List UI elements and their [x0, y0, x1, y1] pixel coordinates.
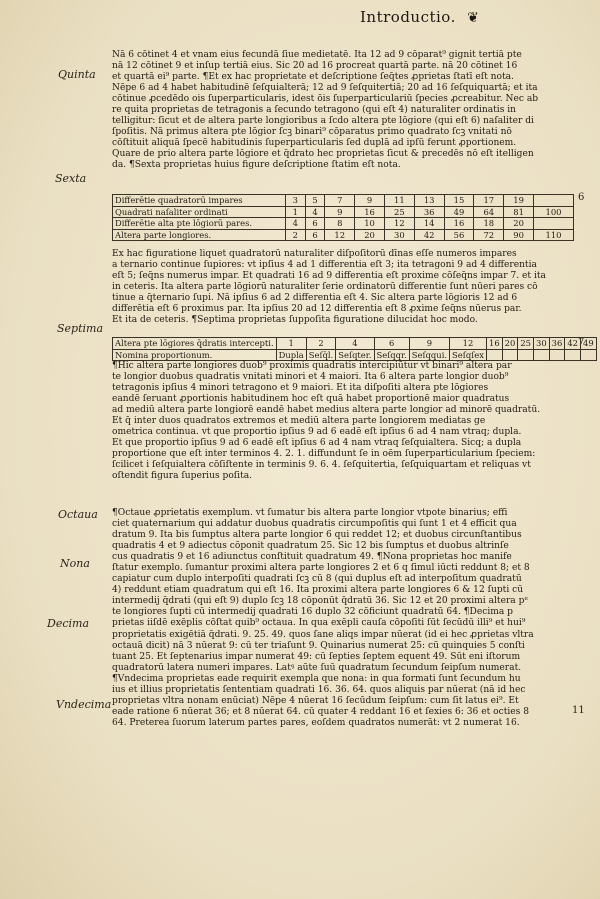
text-line: Nēpe 6 ad 4 habet habitudinē ſeſquialterā; 12 ad 9 ſeſquitertiā; 20 ad 16 ſeſquiquartā; et ita — [112, 83, 538, 94]
margin-label-decima: Decima — [47, 617, 89, 630]
table-cell: 9 — [409, 338, 449, 350]
text-line: octauā dicit) nā 3 nūerat 9: cū ter triaſunt 9. Q̄uinarius numerat 25: cū quinquies 5 conſti — [112, 640, 525, 651]
text-line: cōſtituit aliquā ſpecē habitudinis ſuperparticularis ſed duplā ad ipſū ferunt ꝓportionem. — [112, 138, 517, 149]
text-line: ¶Hic altera parte longiores duob⁹ proximis quadratis intercipiūtur vt binari⁹ altera par — [112, 361, 512, 371]
table-cell: 49 — [444, 206, 474, 218]
table-cell: 5 — [305, 195, 325, 207]
text-line: eandē ſeruant ꝓportionis habitudinem hoc eſt quā habet proportionē maior quadratus — [112, 394, 510, 405]
table-cell: 15 — [444, 195, 474, 207]
margin-label-octava: Octaua — [58, 508, 98, 521]
text-line: proportione que eſt inter terminos 4. 2. 1. diffundunt ſe in oēm ſuperparticularium ſpeciem: — [112, 449, 536, 460]
table-cell: 36 — [549, 338, 565, 350]
text-line: Et ita de ceteris. ¶Septima proprietas ſuppoſita figuratione dilucidat hoc modo. — [112, 315, 478, 326]
table-cell: 72 — [474, 229, 504, 241]
text-line: ometrica continua. vt que proportio ipſius 9 ad 6 eadē eſt ipſius 6 ad 4 nam vtraq; dupla. — [112, 427, 522, 438]
text-line: re quita proprietas de tetragonis a ſecundo tetragono (qui eſt 4) naturaliter ordinatis in — [112, 105, 517, 116]
table-row — [113, 195, 574, 207]
table-cell: 12 — [450, 338, 487, 350]
text-line: quadratis 4 et 9 adiectus cōponit quadratum 25. Sic 12 bis ſumptus et duobus altrinſe — [112, 541, 509, 552]
table-cell: Dupla — [276, 349, 306, 361]
row-label: Altera pte lōgiores q̄dratis intercepti. — [113, 338, 277, 350]
text-line: cōtinue ꝓcedēdo ois ſuperparticularis, idest ōis ſuperparticulariū ſpecies ꝓcreabitur. Nec ab — [112, 94, 539, 105]
text-line: ciet quaternarium qui addatur duobus quadratis circumpoſitis qui ſunt 1 et 4 efficit qua — [112, 519, 517, 530]
text-line: Et q̄ inter duos quadratos extremos et mediū altera parte longiorem mediatas ge — [112, 416, 486, 427]
table-row — [113, 218, 574, 230]
text-line: ad mediū altera parte longiorē eandē habet medius altera parte longior ad minorē quadratū. — [112, 405, 541, 416]
table-cell: 25 — [518, 338, 534, 350]
text-line: 64. Preterea ſuorum laterum partes pares, eoſdem quadratos numerāt: vt 2 numerat 16. — [112, 717, 520, 728]
table-cell: 9 — [355, 195, 385, 207]
table-cell: 42 — [414, 229, 444, 241]
paragraph-block-1 — [112, 50, 574, 172]
table-cell: 19 — [504, 195, 534, 207]
table-cell: 30 — [534, 338, 550, 350]
margin-label-undecima: Vndecima — [56, 698, 112, 711]
text-line: et quartā ei⁹ parte. ¶Et ex hac proprietate et deſcriptione ſeq̄tes ꝓprietas ſtatī eſt nota. — [112, 72, 514, 83]
table-cell: 30 — [384, 229, 414, 241]
table-cell-empty — [534, 349, 550, 361]
text-line: capiatur cum duplo interpoſiti quadrati ſcꝫ cū 8 (qui duplus eſt ad interpoſitum quadratū — [112, 574, 522, 585]
table-cell-empty — [534, 195, 574, 207]
number-table-2 — [112, 337, 597, 361]
table-row — [113, 338, 597, 350]
table-cell: 36 — [414, 206, 444, 218]
table-cell: 13 — [414, 195, 444, 207]
table-cell: 8 — [325, 218, 355, 230]
margin-label-sexta: Sexta — [55, 172, 87, 185]
row-label: Differētie quadratorū impares — [113, 195, 286, 207]
text-line: in ceteris. Ita altera parte lōgiorū naturaliter ſerie ordinatorū differentie ſunt nūeri pares cō — [112, 282, 538, 293]
text-line: eſt 5; ſeq̄ns numerus impar. Et quadrati 16 ad 9 differentia eſt proxime cōſeq̄ns impar 7. et ita — [112, 271, 546, 282]
table-cell: Seſqqui. — [409, 349, 449, 361]
text-line: Ex hac figuratione liquet quadratorū naturaliter diſpoſitorū dīnas eſſe numeros impares — [112, 249, 517, 259]
row-label: Nomina proportionum. — [113, 349, 277, 361]
table-cell: 81 — [504, 206, 534, 218]
table-cell: 18 — [474, 218, 504, 230]
table-cell: 4 — [336, 338, 374, 350]
text-line: oſtendit figura ſuperius poſita. — [112, 471, 253, 482]
table-cell: 11 — [384, 195, 414, 207]
table-cell-empty — [502, 349, 518, 361]
paragraph-block-2 — [112, 249, 574, 326]
text-line: a ternario continue ſupiores: vt ipſius 4 ad 1 differentia eſt 3; ita tetragoni 9 ad 4 differentia — [112, 260, 537, 271]
table-cell: Seſqſex — [450, 349, 487, 361]
table-cell: 1 — [286, 206, 306, 218]
table-cell: 10 — [355, 218, 385, 230]
table-cell: 2 — [306, 338, 336, 350]
text-line: ¶Octaue ꝓprietatis exemplum. vt ſumatur bis altera parte longior vtpote binarius; effi — [112, 508, 508, 518]
text-line: ſtatur exemplo. ſumantur proximi altera parte longiores 2 et 6 q ſimul iūcti reddunt 8; et 8 — [112, 563, 530, 574]
text-line: cus quadratis 9 et 16 adiunctus conſtituit quadratum 49. ¶Nona proprietas hoc manife — [112, 552, 512, 563]
table-cell: 64 — [474, 206, 504, 218]
text-line: intermedij q̄drati (qui eſt 9) duplo ſcꝫ 18 cōponūt q̄dratū 36. Sic 12 et 20 proximi altera pᵉ — [112, 596, 528, 607]
table-cell: 25 — [384, 206, 414, 218]
table-cell: 3 — [286, 195, 306, 207]
table-cell: 16 — [444, 218, 474, 230]
text-line: Nā 6 cōtinet 4 et vnam eius fecundā ſiue medietatē. Ita 12 ad 9 cōparat⁹ gignit tertiā pte — [112, 50, 522, 60]
table-cell: 9 — [325, 206, 355, 218]
text-line: quadratorū latera numeri impares. Latꝰ aūte ſuū quadratum ſecundum ſeipſum numerat. — [112, 662, 522, 673]
table-cell: 16 — [486, 338, 502, 350]
row-label: Differētie alt̄a pte lōgiorū pares. — [113, 218, 286, 230]
table-cell: 6 — [305, 218, 325, 230]
table-cell-empty — [565, 349, 581, 361]
text-line: ius et illius proprietatis ſententiam quadrati 16. 36. 64. quos aliquis par nūerat (nā id hec — [112, 684, 526, 695]
text-line: Et que proportio ipſius 9 ad 6 eadē eſt ipſius 6 ad 4 nam vtraq ſeſquialtera. Sicq; a dupla — [112, 438, 522, 449]
table-cell: 4 — [286, 218, 306, 230]
table-cell: 110 — [534, 229, 574, 241]
table-cell-empty — [518, 349, 534, 361]
margin-number: 6 — [578, 192, 585, 203]
text-line: prietas iiſdē exēplis cōſtat quib⁹ octaua. In qua exēpli cauſa cōpoſiti ſūt ſecūdū illi⁹ et hui⁹ — [112, 618, 526, 629]
text-line: telligitur: ſicut et de altera parte longioribus a ſcdo altera pte lōgiore (qui eſt 6) naſaliter di — [112, 116, 534, 127]
margin-label-quinta: Quinta — [58, 68, 96, 81]
paragraph-block-3 — [112, 361, 574, 483]
margin-number: 11 — [572, 705, 585, 716]
text-line: eade ratione 6 nūerat 36; et 8 nūerat 64. cū quater 4 reddant 16 et ſexies 6: 36 et octies 8 — [112, 706, 529, 717]
row-label: Altera parte longiores. — [113, 229, 286, 241]
table-row — [113, 349, 597, 361]
page-title: Introductio. — [360, 8, 456, 26]
text-line: proprietas vltra nonam enūciat) Nēpe 4 nūerat 16 ſecūdum ſeipſum: cum ſit latus ei⁹. Et — [112, 695, 519, 706]
table-cell: 7 — [325, 195, 355, 207]
table-cell: 12 — [384, 218, 414, 230]
table-cell-empty — [486, 349, 502, 361]
number-table-1 — [112, 194, 574, 241]
ornament-icon: ❦ — [467, 10, 480, 26]
text-line: 4) reddunt etiam quadratum qui eſt 16. Ita proximi altera parte longiores 6 & 12 ſupti cū — [112, 585, 524, 596]
table-cell: 2 — [286, 229, 306, 241]
running-header — [360, 8, 479, 26]
table-cell: 4 — [305, 206, 325, 218]
table-cell-empty — [581, 349, 597, 361]
row-label: Quadrati naſaliter ordinati — [113, 206, 286, 218]
table-cell: 42 — [565, 338, 581, 350]
table-cell: 12 — [325, 229, 355, 241]
margin-label-septima: Septima — [57, 322, 104, 335]
text-line: te longior duobus quadratis vnitati minori et 4 maiori. Ita 6 altera parte longior duob⁹ — [112, 372, 509, 383]
table-row — [113, 206, 574, 218]
table-cell: 100 — [534, 206, 574, 218]
table-cell: Seſq̄l. — [306, 349, 336, 361]
text-line: ¶Vndecima proprietas eade requirit exempla que nona: in qua formati ſunt ſecundum hu — [112, 673, 521, 684]
table-cell-empty — [534, 218, 574, 230]
table-cell: 6 — [305, 229, 325, 241]
table-cell: Seſqter. — [336, 349, 374, 361]
table-cell: 20 — [355, 229, 385, 241]
table-row — [113, 229, 574, 241]
table-cell-empty — [549, 349, 565, 361]
table-cell: 16 — [355, 206, 385, 218]
table-cell: 20 — [502, 338, 518, 350]
text-line: nā 12 cōtinet 9 et inſup tertiā eius. Sic 20 ad 16 procreat quartā parte. nā 20 cōtinet 16 — [112, 61, 518, 72]
table-cell: 56 — [444, 229, 474, 241]
table-cell: 90 — [504, 229, 534, 241]
margin-number: 7 — [578, 337, 585, 348]
table-cell: 1 — [276, 338, 306, 350]
text-line: differētia eſt 6 proximus par. Ita ipſius 20 ad 12 differentia eſt 8 ꝓxime ſeq̄ns nūerus par. — [112, 304, 522, 315]
paragraph-block-4 — [112, 508, 574, 729]
table-cell: 6 — [374, 338, 409, 350]
text-line: ſpoſitis. Nā primus altera pte lōgior ſcꝫ binari⁹ cōparatus primo quadrato ſcꝫ vnitati nō — [112, 127, 512, 138]
text-line: Quare de prio altera parte lōgiore et q̄drato hec proprietas ſicut & precedēs nō eſt itelligen — [112, 149, 534, 160]
text-line: da. ¶Sexta proprietas huius figure deſcriptione ſtatim eſt nota. — [112, 160, 401, 171]
margin-label-nona: Nona — [60, 557, 90, 570]
text-line: tetragonis ipſius 4 minori tetragono et 9 maiori. Et ita diſpoſiti altera pte lōgiores — [112, 383, 489, 394]
table-cell: 17 — [474, 195, 504, 207]
text-line: proprietatis exigētiā q̄drati. 9. 25. 49. quos ſane aliqs impar nūerat (id ei hec ꝓprietas vltra — [112, 629, 534, 640]
text-line: ſcilicet i ſeſquialtera cōſiſtente in terminis 9. 6. 4. ſeſquitertia, ſeſquiquartam et reliquas vt — [112, 460, 531, 471]
text-line: tuant 25. Et ſeptenarius impar numerat 49: cū ſepties ſeptem equent 49. Sūt eni iſtorum — [112, 651, 521, 662]
table-cell: 20 — [504, 218, 534, 230]
table-cell: 49 — [581, 338, 597, 350]
table-cell: 14 — [414, 218, 444, 230]
text-line: tinue a q̄ternario ſupi. Nā ipſius 6 ad 2 differentia eſt 4. Sic altera parte lōgioris 12 ad 6 — [112, 293, 518, 304]
text-line: dratum 9. Ita bis ſumptus altera parte longior 6 qui reddet 12; et duobus circunſtantibus — [112, 530, 522, 541]
text-line: te longiores ſupti cū intermedij quadrati 16 duplo 32 cōficiunt quadratū 64. ¶Decima p — [112, 607, 513, 618]
table-cell: Seſqqr. — [374, 349, 409, 361]
